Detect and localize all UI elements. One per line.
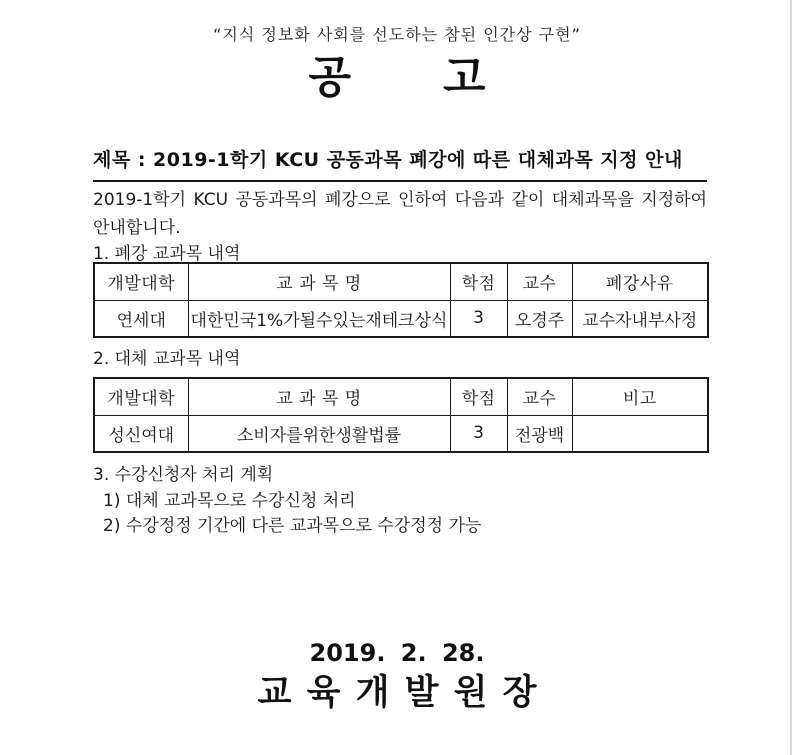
closed-cell-course-name: 대한민국1%가될수있는재테크상식 (188, 300, 450, 337)
enrollment-plan-item-2: 2) 수강정정 기간에 다른 교과목으로 수강정정 가능 (103, 516, 482, 536)
replacement-header-university: 개발대학 (94, 378, 188, 415)
enrollment-plan-section-heading: 3. 수강신청자 처리 계획 (93, 465, 274, 485)
replacement-table-header-row (94, 378, 708, 415)
enrollment-plan-item-1: 1) 대체 교과목으로 수강신청 처리 (103, 491, 356, 511)
replacement-header-course-name: 교 과 목 명 (188, 378, 450, 415)
closed-header-credits: 학점 (450, 263, 507, 300)
replacement-table-data-row (94, 415, 708, 452)
closed-cell-credits: 3 (450, 300, 507, 337)
closed-header-reason: 폐강사유 (572, 263, 708, 300)
closed-courses-table (93, 262, 709, 338)
replacement-cell-note (572, 415, 708, 452)
closed-table-data-row (94, 300, 708, 337)
closed-table-header-row (94, 263, 708, 300)
replacement-header-note: 비고 (572, 378, 708, 415)
replacement-cell-university: 성신여대 (94, 415, 188, 452)
replacement-header-professor: 교수 (507, 378, 572, 415)
issuing-authority-signature: 교 육 개 발 원 장 (257, 673, 537, 713)
notice-date: 2019. 2. 28. (309, 639, 485, 667)
replacement-courses-section-heading: 2. 대체 교과목 내역 (93, 349, 241, 369)
closed-courses-section-heading: 1. 폐강 교과목 내역 (93, 244, 241, 264)
notice-subject: 제목 : 2019-1학기 KCU 공동과목 폐강에 따른 대체과목 지정 안내 (93, 145, 707, 182)
closed-header-professor: 교수 (507, 263, 572, 300)
replacement-header-credits: 학점 (450, 378, 507, 415)
school-slogan: “지식 정보화 사회를 선도하는 참된 인간상 구현” (213, 25, 581, 44)
replacement-cell-course-name: 소비자를위한생활법률 (188, 415, 450, 452)
closed-header-university: 개발대학 (94, 263, 188, 300)
replacement-courses-table (93, 377, 709, 453)
closed-cell-professor: 오경주 (507, 300, 572, 337)
replacement-cell-professor: 전광백 (507, 415, 572, 452)
intro-paragraph-line-2: 안내합니다. (93, 218, 181, 238)
notice-heading: 공 고 (308, 52, 486, 103)
closed-cell-university: 연세대 (94, 300, 188, 337)
replacement-cell-credits: 3 (450, 415, 507, 452)
closed-header-course-name: 교 과 목 명 (188, 263, 450, 300)
closed-cell-reason: 교수자내부사정 (572, 300, 708, 337)
intro-paragraph-line-1: 2019-1학기 KCU 공동과목의 폐강으로 인하여 다음과 같이 대체과목을 지정하여 (93, 190, 707, 210)
